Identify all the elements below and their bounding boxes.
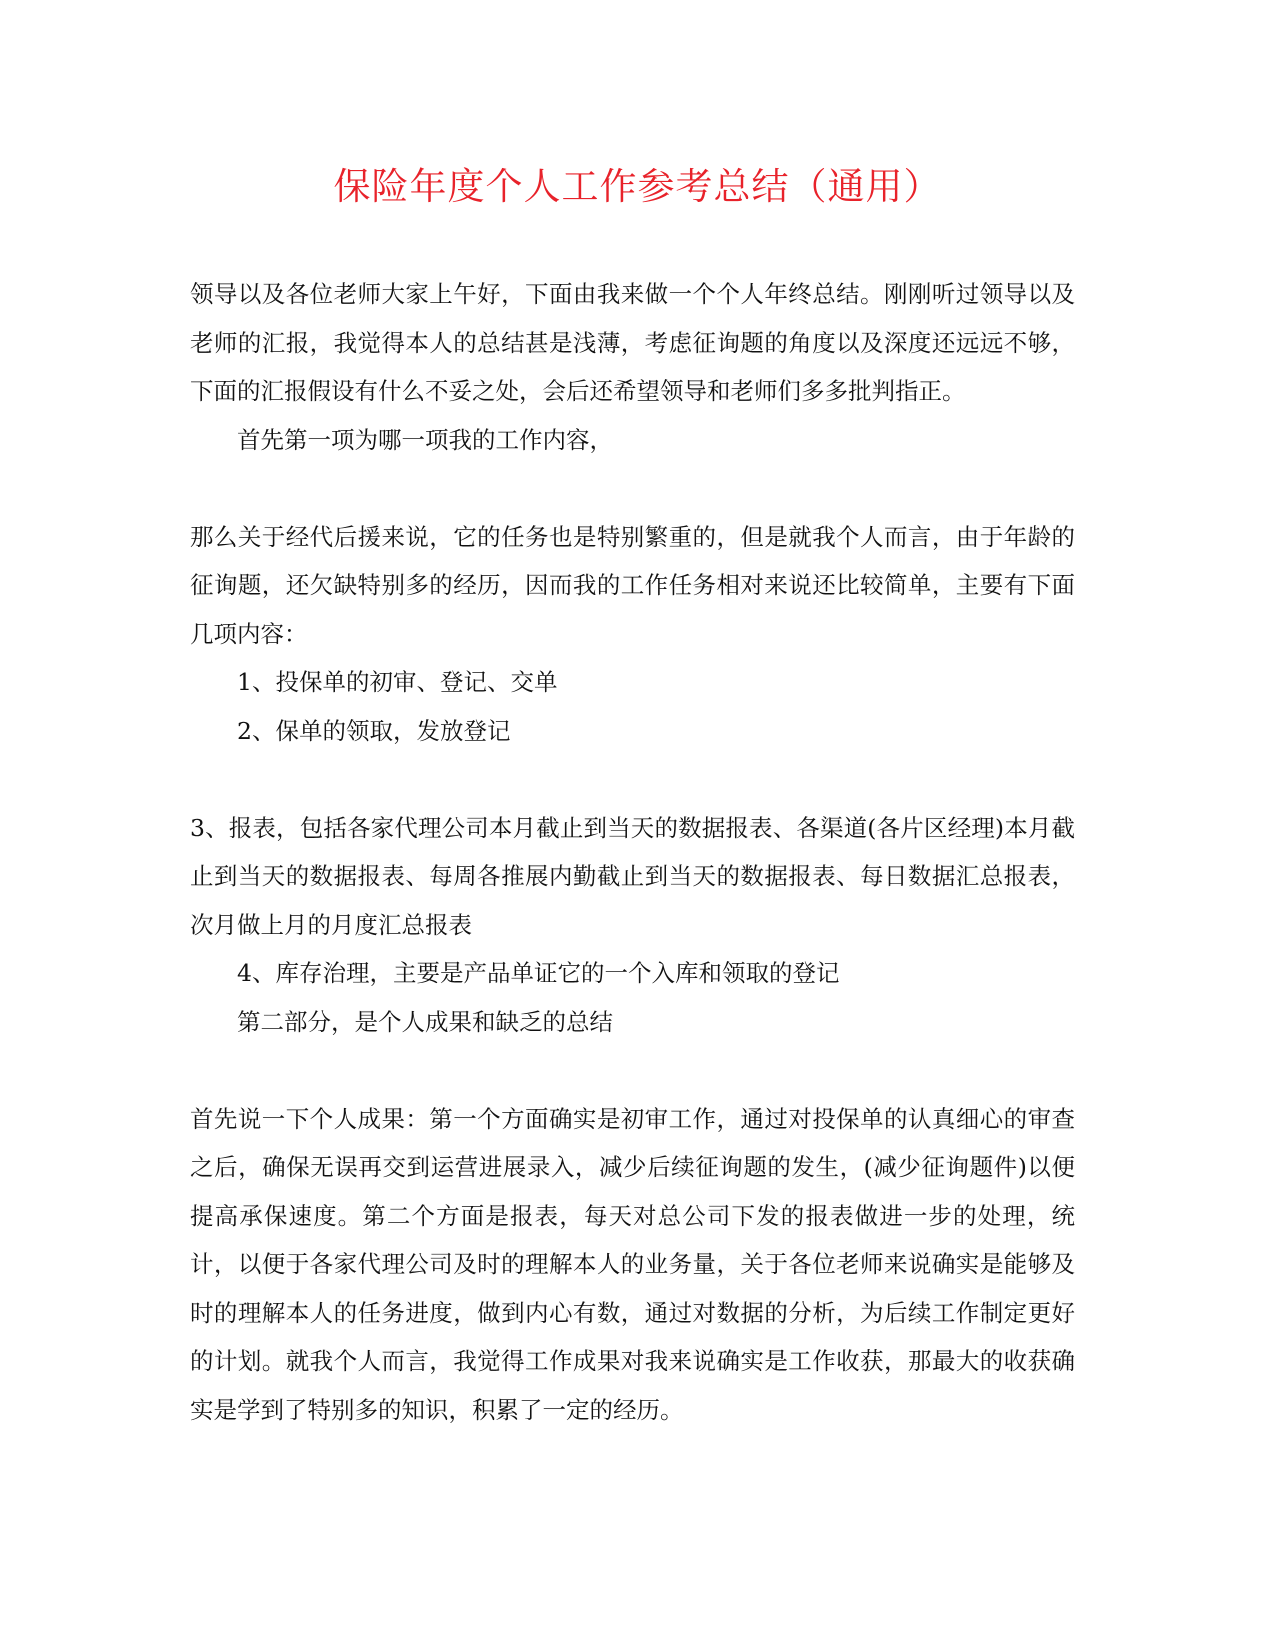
list-item-3: 3、报表，包括各家代理公司本月截止到当天的数据报表、各渠道(各片区经理)本月截止到当天的数据报表、每周各推展内勤截止到当天的数据报表、每日数据汇总报表，次月做上月的月度汇总报表: [190, 813, 1075, 939]
paragraph-work-overview: 那么关于经代后援来说，它的任务也是特别繁重的，但是就我个人而言，由于年龄的征询题，还欠缺特别多的经历，因而我的工作任务相对来说还比较简单，主要有下面几项内容：: [190, 522, 1075, 648]
list-item-4: 4、库存治理，主要是产品单证它的一个入库和领取的登记: [237, 959, 840, 987]
list-item-1: 1、投保单的初审、登记、交单: [237, 668, 558, 696]
paragraph-intro: 领导以及各位老师大家上午好，下面由我来做一个个人年终总结。刚刚听过领导以及老师的汇报，我觉得本人的总结甚是浅薄，考虑征询题的角度以及深度还远远不够，下面的汇报假设有什么不妥之处，会后还希望领导和老师们多多批判指正。: [190, 280, 1075, 405]
document-title: 保险年度个人工作参考总结（通用）: [333, 165, 942, 208]
paragraph-spacer: [190, 755, 1075, 804]
paragraph-achievements: 首先说一下个人成果：第一个方面确实是初审工作，通过对投保单的认真细心的审查之后，确保无误再交到运营进展录入，减少后续征询题的发生，(减少征询题件)以便提高承保速度。第二个方面是报表，每天对总公司下发的报表做进一步的处理，统计，以便于各家代理公司及时的理解本人的业务量，关于各位老师来说确实是能够及时的理解本人的任务进度，做到内心有数，通过对数据的分析，为后续工作制定更好的计划。就我个人而言，我觉得工作成果对我来说确实是工作收获，那最大的收获确实是学到了特别多的知识，积累了一定的经历。: [190, 1104, 1075, 1424]
paragraph-section-one-heading: 首先第一项为哪一项我的工作内容，: [237, 425, 613, 454]
paragraph-section-two-heading: 第二部分，是个人成果和缺乏的总结: [237, 1007, 613, 1036]
document-body: [190, 270, 1075, 1434]
list-item-2: 2、保单的领取，发放登记: [237, 716, 511, 745]
paragraph-spacer: [190, 1046, 1075, 1095]
paragraph-spacer: [190, 464, 1075, 513]
